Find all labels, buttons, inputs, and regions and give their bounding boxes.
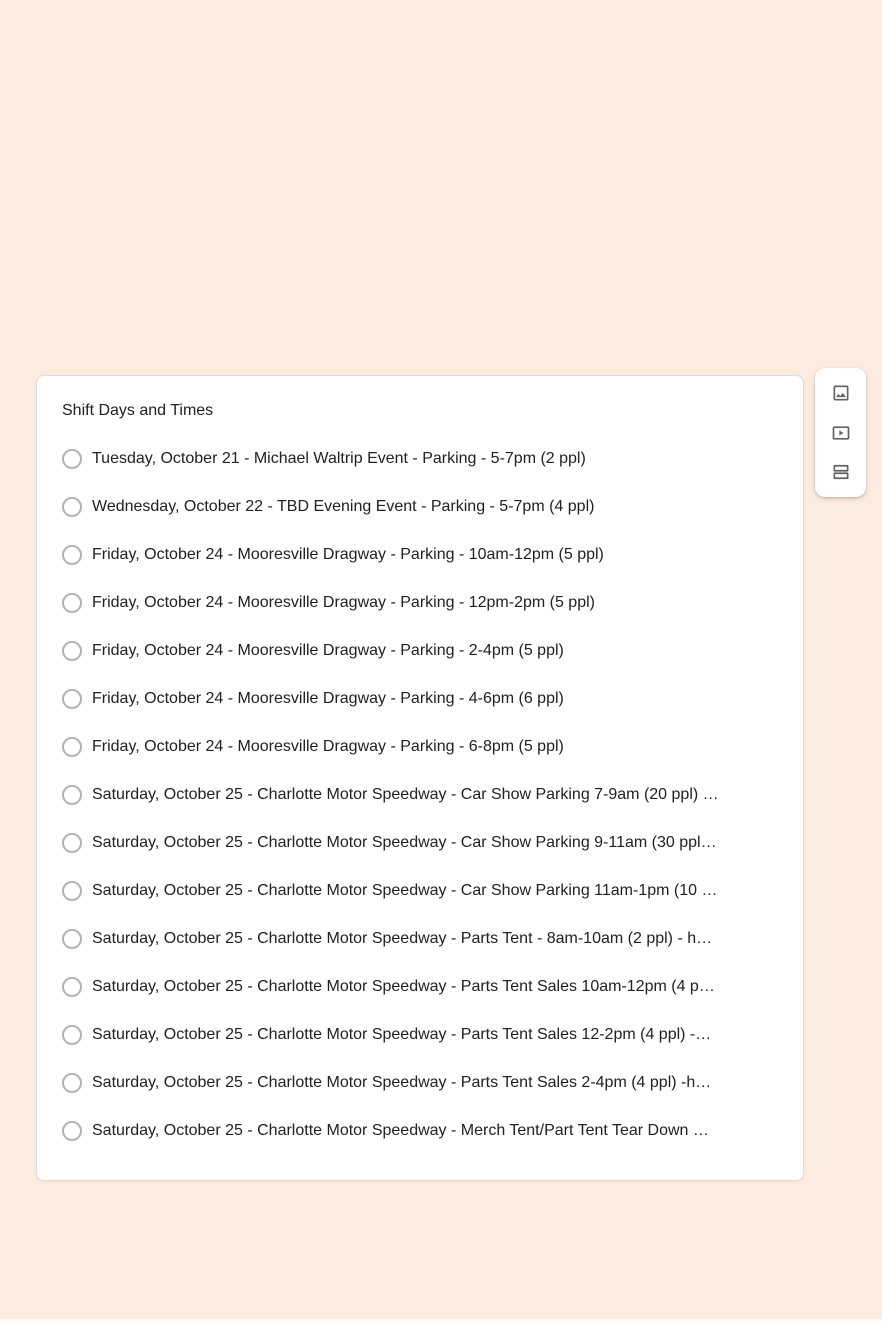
option-row[interactable] (62, 867, 779, 915)
option-row[interactable] (62, 1107, 779, 1155)
radio-button[interactable] (62, 881, 82, 901)
option-label: Friday, October 24 - Mooresville Dragway - Parking - 6-8pm (5 ppl) (92, 738, 564, 755)
option-label: Friday, October 24 - Mooresville Dragway - Parking - 10am-12pm (5 ppl) (92, 546, 604, 563)
option-row[interactable] (62, 1059, 779, 1107)
option-label: Friday, October 24 - Mooresville Dragway - Parking - 4-6pm (6 ppl) (92, 690, 564, 707)
floating-toolbar (815, 368, 866, 497)
option-row[interactable] (62, 483, 779, 531)
question-title: Shift Days and Times (62, 402, 214, 419)
option-row[interactable] (62, 915, 779, 963)
option-label: Saturday, October 25 - Charlotte Motor Speedway - Car Show Parking 9-11am (30 ppl… (92, 834, 717, 851)
option-label: Friday, October 24 - Mooresville Dragway - Parking - 12pm-2pm (5 ppl) (92, 594, 595, 611)
option-label: Friday, October 24 - Mooresville Dragway - Parking - 2-4pm (5 ppl) (92, 642, 564, 659)
bottom-strip (0, 1319, 882, 1324)
option-row[interactable] (62, 771, 779, 819)
radio-button[interactable] (62, 449, 82, 469)
option-label: Saturday, October 25 - Charlotte Motor Speedway - Car Show Parking 7-9am (20 ppl) … (92, 786, 719, 803)
option-row[interactable] (62, 579, 779, 627)
radio-button[interactable] (62, 833, 82, 853)
option-row[interactable] (62, 723, 779, 771)
radio-button[interactable] (62, 929, 82, 949)
radio-button[interactable] (62, 1073, 82, 1093)
option-label: Tuesday, October 21 - Michael Waltrip Event - Parking - 5-7pm (2 ppl) (92, 450, 586, 467)
radio-button[interactable] (62, 737, 82, 757)
question-card (36, 375, 804, 1181)
radio-button[interactable] (62, 1121, 82, 1141)
radio-button[interactable] (62, 593, 82, 613)
option-row[interactable] (62, 627, 779, 675)
add-section-button[interactable] (821, 452, 861, 492)
add-image-button[interactable] (821, 373, 861, 413)
radio-button[interactable] (62, 497, 82, 517)
add-video-button[interactable] (821, 413, 861, 453)
video-icon (831, 423, 851, 443)
option-row[interactable] (62, 963, 779, 1011)
option-label: Saturday, October 25 - Charlotte Motor Speedway - Car Show Parking 11am-1pm (10 … (92, 882, 718, 899)
image-icon (831, 383, 851, 403)
option-label: Wednesday, October 22 - TBD Evening Event - Parking - 5-7pm (4 ppl) (92, 498, 595, 515)
radio-button[interactable] (62, 977, 82, 997)
option-label: Saturday, October 25 - Charlotte Motor Speedway - Merch Tent/Part Tent Tear Down … (92, 1122, 709, 1139)
radio-button[interactable] (62, 785, 82, 805)
option-row[interactable] (62, 819, 779, 867)
radio-button[interactable] (62, 1025, 82, 1045)
option-label: Saturday, October 25 - Charlotte Motor Speedway - Parts Tent - 8am-10am (2 ppl) - h… (92, 930, 713, 947)
option-label: Saturday, October 25 - Charlotte Motor Speedway - Parts Tent Sales 2-4pm (4 ppl) -h… (92, 1074, 712, 1091)
options-list (62, 435, 779, 1155)
section-icon (831, 462, 851, 482)
option-row[interactable] (62, 435, 779, 483)
option-label: Saturday, October 25 - Charlotte Motor Speedway - Parts Tent Sales 10am-12pm (4 p… (92, 978, 715, 995)
radio-button[interactable] (62, 641, 82, 661)
radio-button[interactable] (62, 545, 82, 565)
option-row[interactable] (62, 531, 779, 579)
radio-button[interactable] (62, 689, 82, 709)
option-row[interactable] (62, 675, 779, 723)
option-row[interactable] (62, 1011, 779, 1059)
option-label: Saturday, October 25 - Charlotte Motor Speedway - Parts Tent Sales 12-2pm (4 ppl) -… (92, 1026, 712, 1043)
